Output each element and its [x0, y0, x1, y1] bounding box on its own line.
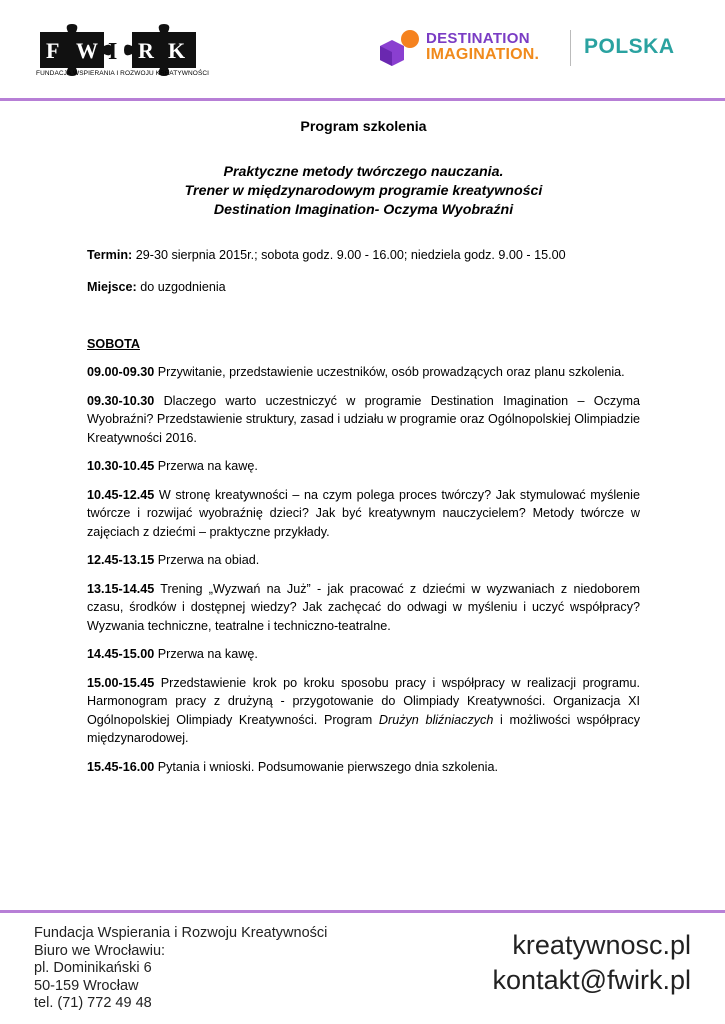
- header-rule: [0, 98, 725, 101]
- document-body: [87, 118, 640, 786]
- di-country: POLSKA: [584, 35, 675, 58]
- schedule-time: 10.30-10.45: [87, 459, 155, 473]
- schedule-time: 09.30-10.30: [87, 393, 155, 408]
- schedule-text-after: i możliwości współpracy międzynarodowej.: [87, 712, 640, 745]
- schedule-text-italic: Drużyn bliźniaczych: [378, 712, 494, 727]
- footer-line: Fundacja Wspierania i Rozwoju Kreatywności: [34, 925, 328, 941]
- svg-text:F: F: [46, 38, 60, 63]
- schedule-time: 14.45-15.00: [87, 647, 155, 661]
- schedule-text: Dlaczego warto uczestniczyć w programie Destination Imagination – Oczyma Wyobraźni? Przedstawienie struktury, zasad i udziału w programie oraz Ogólnopolskiej Olimpiadzie Kreatywności 2016.: [87, 393, 640, 445]
- footer-line: tel. (71) 772 49 48: [34, 995, 152, 1011]
- day-heading: SOBOTA: [87, 336, 140, 351]
- schedule-item: [87, 457, 640, 476]
- schedule-item: [87, 645, 640, 664]
- footer-email[interactable]: kontakt@fwirk.pl: [492, 965, 691, 995]
- svg-text:K: K: [168, 38, 186, 63]
- schedule-text: Trening „Wyzwań na Już” - jak pracować z dziećmi w wyzwaniach z niedoborem czasu, środków i dostępnej wiedzy? Jak zachęcać do odwagi w myśleniu i uczyć współpracy? Wyzwania techniczne, teatralne i techniczno-teatralne.: [87, 581, 640, 633]
- subtitle-line: Trener w międzynarodowym programie kreatywności: [184, 182, 543, 199]
- footer-line: pl. Dominikański 6: [34, 960, 152, 976]
- di-logo-line2: IMAGINATION.: [426, 46, 540, 63]
- footer-website[interactable]: kreatywnosc.pl: [512, 930, 691, 960]
- fwirk-subtitle: FUNDACJA WSPIERANIA I ROZWOJU KREATYWNOŚCI: [36, 70, 210, 77]
- svg-text:R: R: [138, 38, 154, 63]
- page-header: [0, 0, 725, 100]
- page-subtitle: [87, 163, 640, 220]
- schedule-time: 12.45-13.15: [87, 553, 155, 567]
- footer-line: 50-159 Wrocław: [34, 977, 139, 994]
- schedule-time: 10.45-12.45: [87, 487, 155, 502]
- svg-text:W: W: [76, 38, 98, 63]
- schedule-time: 15.45-16.00: [87, 759, 155, 774]
- schedule-text: Przedstawienie krok po kroku sposobu pracy i współpracy w realizacji programu. Harmonogram pracy z drużyną - przygotowanie do Olimpiady Kreatywności. Organizacja XI Ogólnopolskiej Olimpiady Kreatywności. Program: [87, 675, 640, 727]
- schedule-text: W stronę kreatywności – na czym polega proces twórczy? Jak stymulować myślenie twórcze i rozwijać wyobraźnię dzieci? Jak być kreatywnym nauczycielem? Metody twórcze w zajęciach z dziećmi – praktyczne przykłady.: [87, 487, 640, 539]
- miejsce-value: do uzgodnienia: [136, 280, 226, 294]
- footer-rule: [0, 910, 725, 913]
- schedule-item: [87, 392, 640, 448]
- schedule-time: 13.15-14.45: [87, 581, 155, 596]
- schedule-time: 09.00-09.30: [87, 365, 155, 379]
- di-logo-line1: DESTINATION: [426, 30, 530, 47]
- schedule-text: Przerwa na kawę.: [154, 459, 258, 473]
- subtitle-line: Destination Imagination- Oczyma Wyobraźni: [213, 201, 514, 218]
- schedule-text: Przywitanie, przedstawienie uczestników, osób prowadzących oraz planu szkolenia.: [154, 365, 625, 379]
- subtitle-line: Praktyczne metody twórczego nauczania.: [223, 163, 504, 180]
- schedule-item: [87, 551, 640, 570]
- logo-separator: [570, 30, 571, 66]
- miejsce-label: Miejsce:: [87, 280, 137, 294]
- footer-address: [34, 925, 327, 1013]
- termin-label: Termin:: [87, 247, 133, 262]
- destination-imagination-logo-icon: [376, 28, 424, 68]
- schedule-text: Przerwa na obiad.: [154, 553, 260, 567]
- svg-text:I: I: [108, 39, 118, 65]
- schedule-item: [87, 363, 640, 382]
- schedule-item: [87, 674, 640, 748]
- schedule-text: Przerwa na kawę.: [154, 647, 258, 661]
- schedule-time: 15.00-15.45: [87, 675, 155, 690]
- schedule-item: [87, 486, 640, 542]
- page-title: Program szkolenia: [300, 119, 427, 135]
- footer-line: Biuro we Wrocławiu:: [34, 942, 166, 959]
- footer-contact: [493, 928, 691, 998]
- schedule-text: Pytania i wnioski. Podsumowanie pierwszego dnia szkolenia.: [154, 759, 498, 774]
- schedule-item: [87, 758, 640, 777]
- termin-value: 29-30 sierpnia 2015r.; sobota godz. 9.00 - 16.00; niedziela godz. 9.00 - 15.00: [132, 247, 566, 262]
- termin-line: [87, 246, 640, 265]
- schedule-item: [87, 580, 640, 636]
- miejsce-line: [87, 278, 640, 297]
